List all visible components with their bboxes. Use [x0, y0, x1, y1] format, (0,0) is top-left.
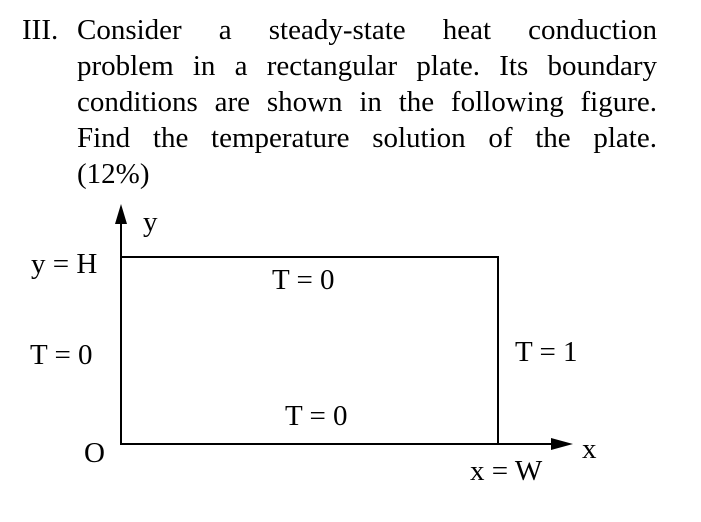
x-axis-arrow-icon — [551, 438, 573, 450]
height-label: y = H — [31, 248, 98, 280]
origin-label: O — [84, 437, 105, 469]
left-boundary-condition: T = 0 — [30, 339, 93, 371]
question-number: III. — [22, 14, 59, 46]
question-line-4: Find the temperature solution of the plate. — [77, 122, 657, 154]
width-label: x = W — [470, 455, 543, 487]
y-axis-arrow-icon — [115, 204, 127, 224]
y-axis-label: y — [143, 206, 158, 238]
question-line-5: (12%) — [77, 158, 150, 190]
right-boundary-condition: T = 1 — [515, 336, 578, 368]
x-axis-label: x — [582, 433, 597, 465]
question-line-2: problem in a rectangular plate. Its boundary — [77, 50, 657, 82]
question-line-3: conditions are shown in the following figure. — [77, 86, 657, 118]
question-line-1: Consider a steady-state heat conduction — [77, 14, 657, 46]
bottom-boundary-condition: T = 0 — [285, 400, 348, 432]
top-boundary-condition: T = 0 — [272, 264, 335, 296]
